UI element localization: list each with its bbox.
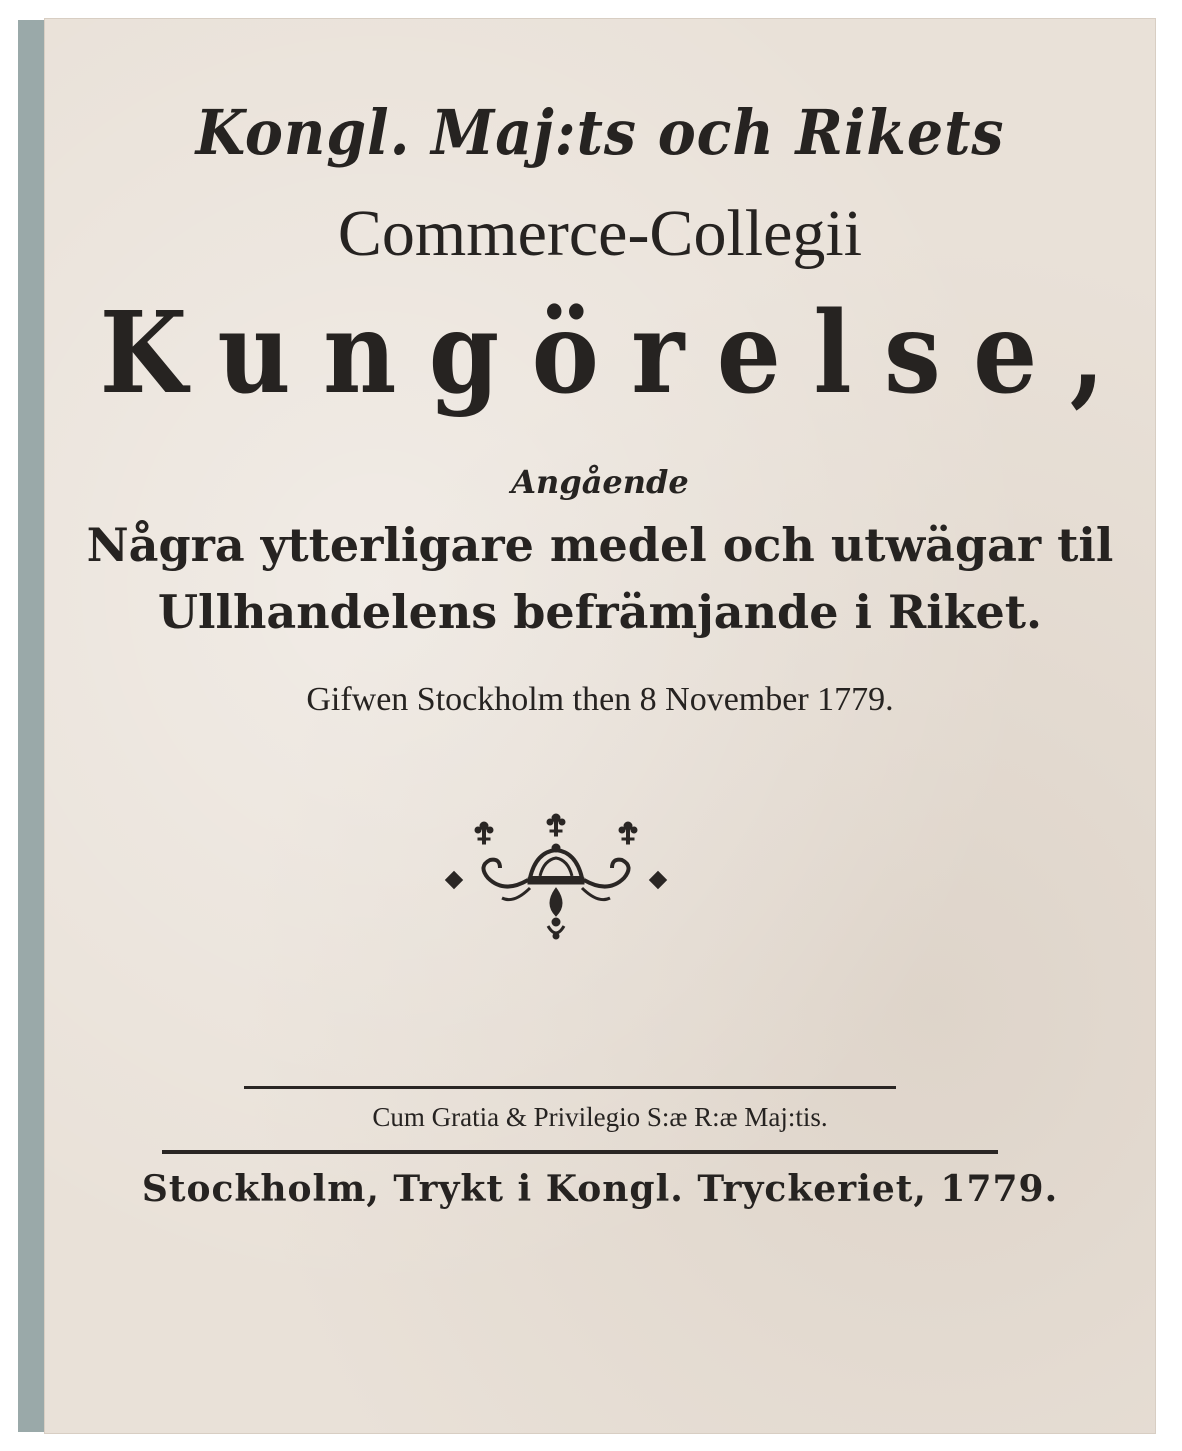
fleuron-right-icon [619,822,637,844]
fleuron-left-icon [475,822,493,844]
dateline: Gifwen Stockholm then 8 November 1779. [306,681,894,718]
divider-rule-bottom [162,1150,998,1154]
crown-ornament-icon [444,808,668,948]
divider-rule-top [244,1086,896,1089]
subject-line-1: Några ytterligare medel och utwägar til [86,518,1114,572]
subject-intro: Angående [511,463,689,501]
subject-line-2: Ullhandelens befrämjande i Riket. [157,585,1043,639]
imprint-line: Stockholm, Trykt i Kongl. Tryckeriet, 1779. [141,1168,1059,1210]
title-line-1: Kongl. Maj:ts och Rikets [195,96,1005,169]
title-line-3: Kungörelse, [99,288,1138,419]
privilege-line: Cum Gratia & Privilegio S:æ R:æ Maj:tis. [372,1102,828,1132]
fleuron-center-icon [547,814,565,836]
title-line-2: Commerce-Collegii [337,197,863,270]
document-page [44,18,1156,1434]
